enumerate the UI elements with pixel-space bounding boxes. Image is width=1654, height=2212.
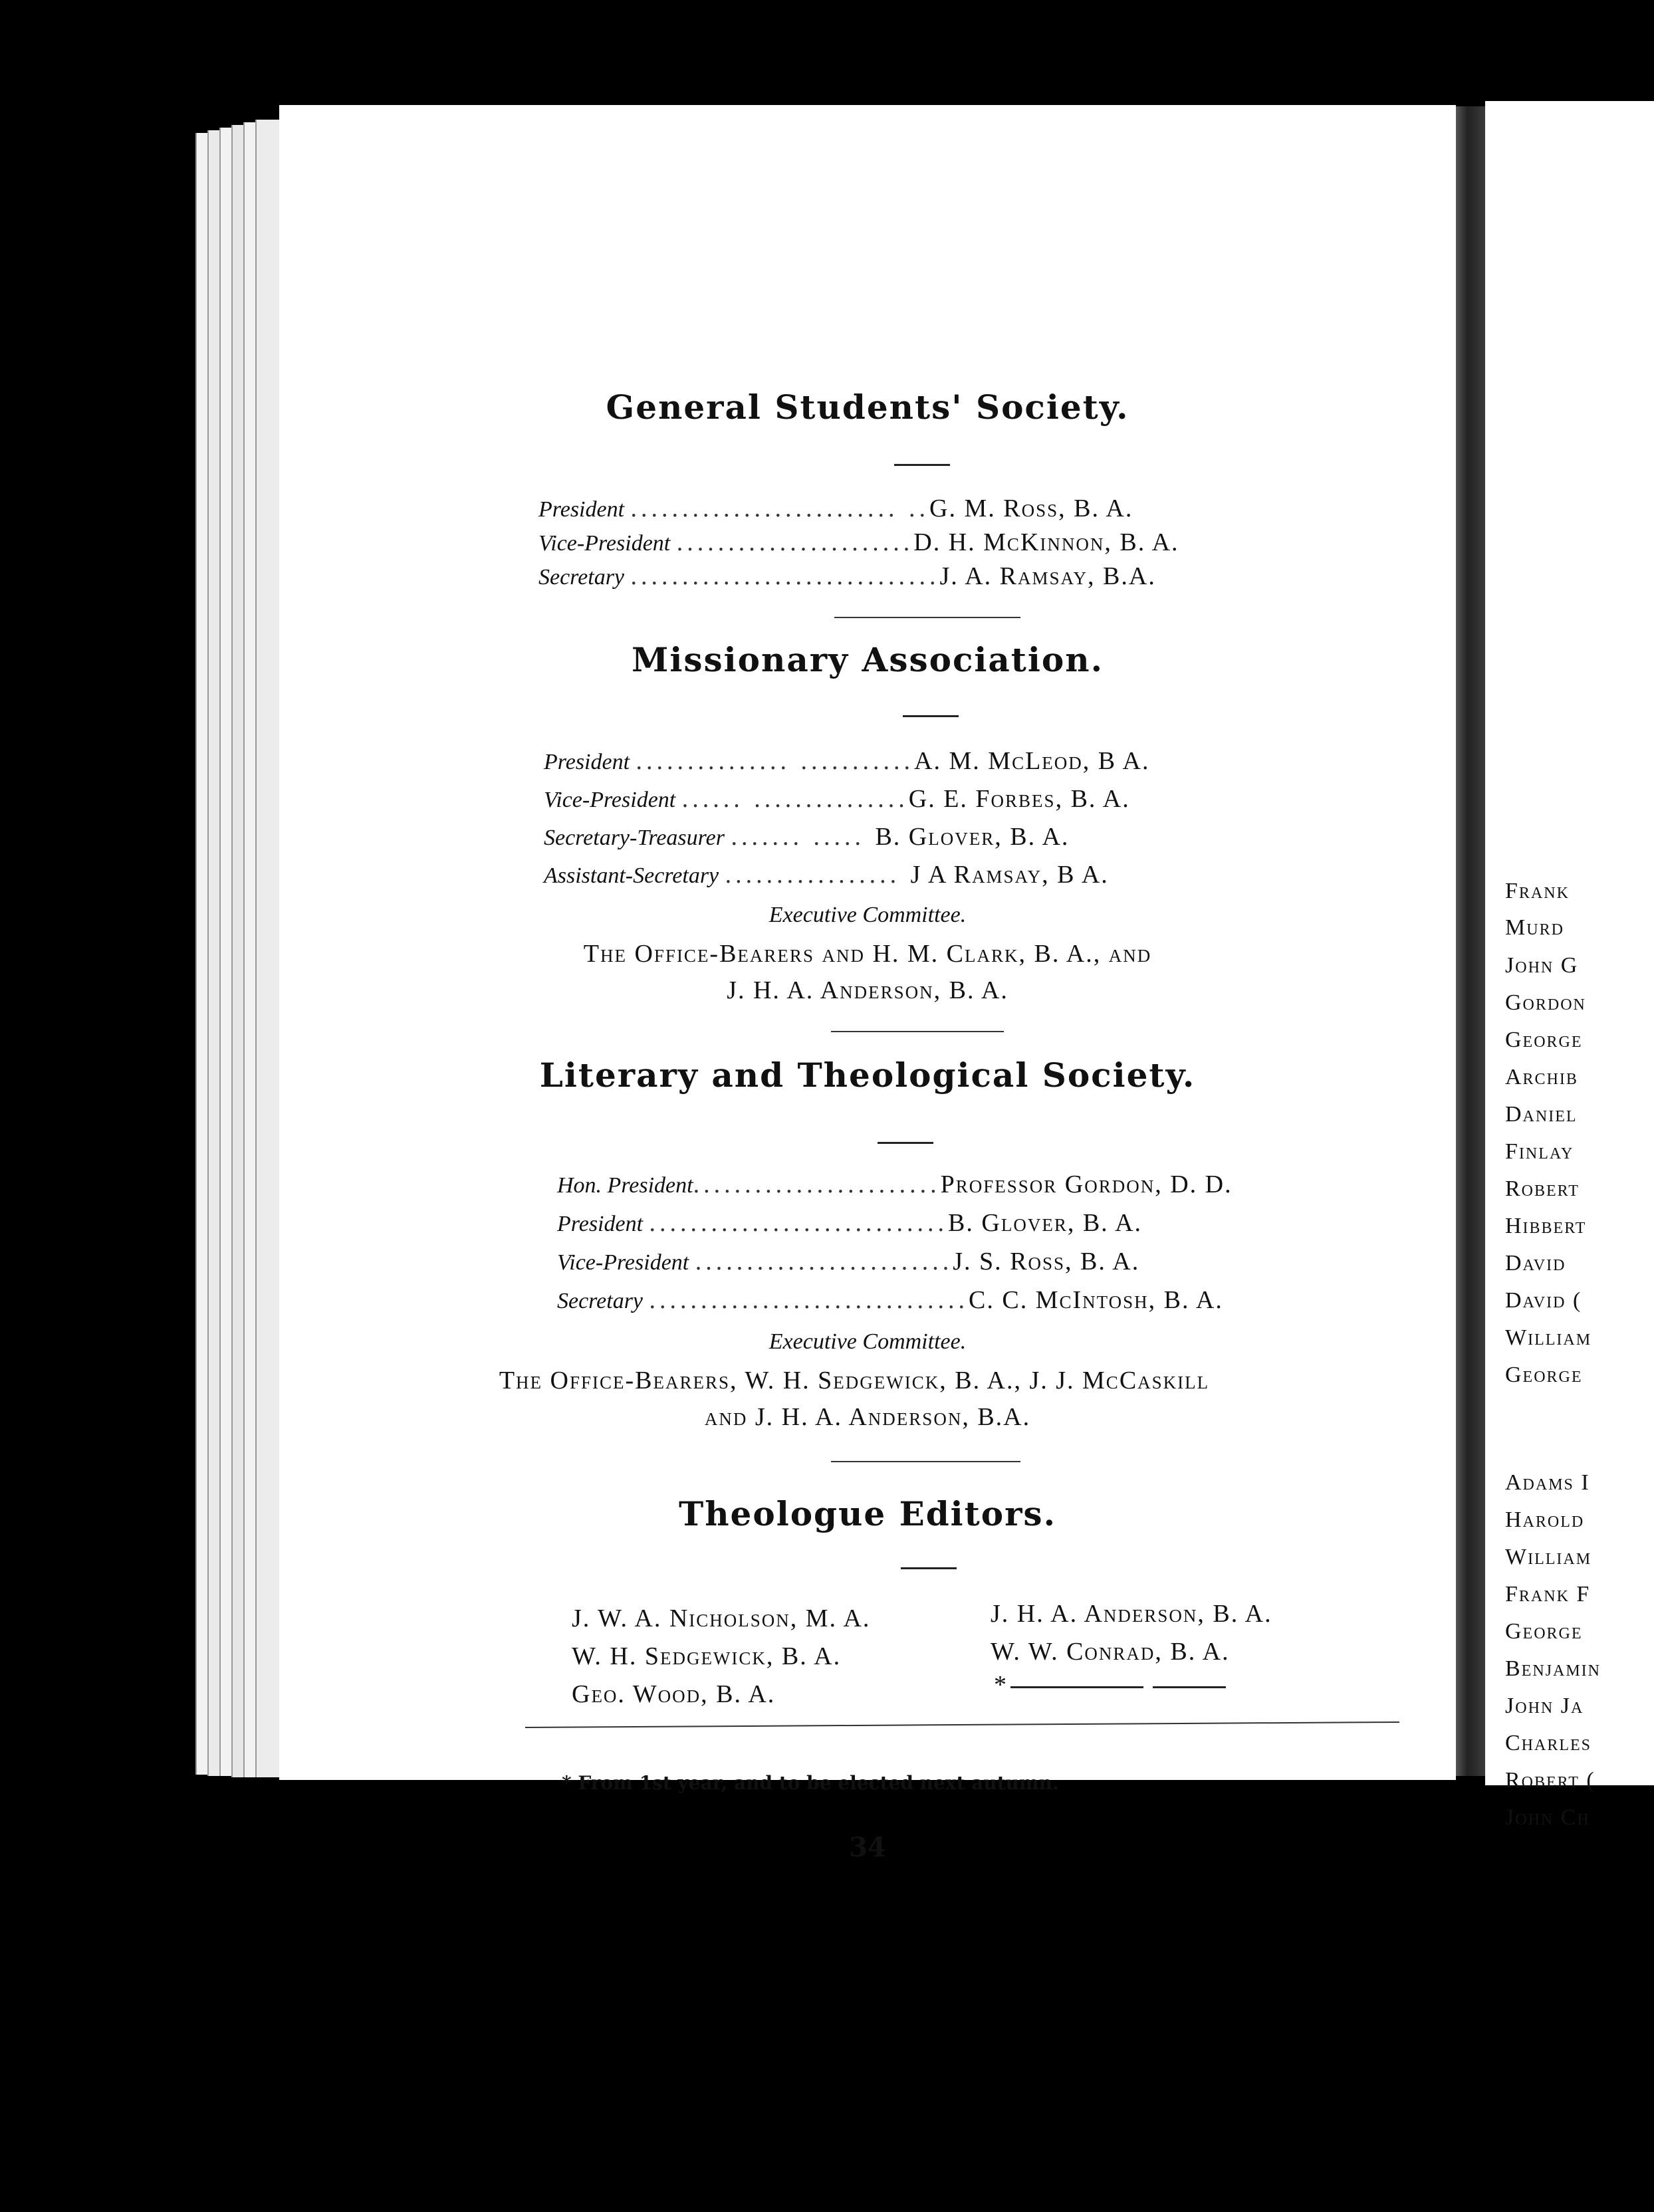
facing-page-line: George (1505, 1028, 1583, 1052)
officer-name: B. Glover, B. A. (875, 823, 1070, 851)
leader-dots: ............................... (649, 1286, 969, 1314)
officer-role: President (557, 1212, 644, 1236)
facing-page-line: Murd (1505, 915, 1564, 940)
leader-dots: .............................. (630, 562, 940, 590)
facing-page-line: John G (1505, 953, 1579, 978)
facing-page-line: Robert ( (1505, 1768, 1595, 1793)
facing-page-line: William (1505, 1325, 1592, 1350)
facing-page-line: Harold (1505, 1507, 1585, 1532)
officer-row (544, 746, 1149, 776)
officer-role: Secretary (557, 1289, 644, 1313)
officer-role: Secretary (538, 565, 625, 590)
officer-row (544, 784, 1130, 814)
facing-page-line: Frank F (1505, 1582, 1591, 1606)
officer-row (538, 494, 1133, 523)
section-divider (831, 1031, 1004, 1032)
section-heading-missionary: Missionary Association. (631, 640, 1104, 679)
facing-page-line: Benjamin (1505, 1656, 1601, 1681)
officer-row (538, 528, 1179, 557)
officer-row (557, 1285, 1223, 1315)
leader-dots: ...... ............... (681, 785, 909, 813)
facing-page-line: George (1505, 1619, 1583, 1644)
facing-page-line: William (1505, 1545, 1592, 1569)
section-heading-editors: Theologue Editors. (678, 1494, 1056, 1533)
officer-role: Vice-President (538, 531, 671, 556)
officer-name: J A Ramsay, B A. (910, 861, 1109, 889)
page-number: 34 (849, 1832, 886, 1863)
officer-name: G. E. Forbes, B. A. (908, 785, 1130, 813)
editor-name: W. H. Sedgewick, B. A. (572, 1642, 842, 1670)
leader-dots: ............................. (649, 1209, 949, 1237)
committee-line: J. H. A. Anderson, B. A. (727, 976, 1008, 1004)
officer-role: Assistant-Secretary (544, 863, 719, 888)
facing-page-line: Charles (1505, 1731, 1592, 1755)
book-gutter (1456, 106, 1485, 1776)
committee-label: Executive Committee. (768, 1329, 967, 1354)
officer-role: Vice-President (544, 788, 676, 812)
committee-line: and J. H. A. Anderson, B.A. (704, 1403, 1031, 1431)
facing-page-line: Hibbert (1505, 1214, 1587, 1238)
facing-page-line: Finlay (1505, 1139, 1574, 1164)
footnote: * From 1st year, and to be elected next autumn. (562, 1772, 1059, 1794)
leader-dots: ........................ (693, 1170, 941, 1198)
officer-row (557, 1170, 1233, 1199)
facing-page-line: David (1505, 1251, 1566, 1275)
officer-row (557, 1208, 1142, 1238)
section-heading-general: General Students' Society. (606, 387, 1129, 427)
blank-line (1153, 1686, 1226, 1688)
facing-page-line: Archib (1505, 1065, 1578, 1089)
leader-dots: ................. (725, 861, 911, 889)
short-divider (901, 1567, 957, 1569)
facing-page-line: Daniel (1505, 1102, 1578, 1127)
officer-name: G. M. Ross, B. A. (929, 495, 1133, 522)
section-heading-literary: Literary and Theological Society. (539, 1055, 1196, 1095)
officer-row (538, 562, 1156, 591)
officer-row (544, 822, 1069, 851)
short-divider (903, 715, 959, 717)
facing-page-line: Robert (1505, 1176, 1580, 1201)
footnote-rule (525, 1721, 1399, 1728)
facing-page-line: Gordon (1505, 990, 1586, 1015)
officer-role: President (538, 497, 625, 522)
facing-page-line: Frank (1505, 879, 1570, 903)
editor-name: W. W. Conrad, B. A. (991, 1638, 1230, 1666)
officer-name: B. Glover, B. A. (948, 1209, 1143, 1237)
short-divider (894, 464, 950, 466)
facing-page-line: John Ch (1505, 1805, 1590, 1830)
officer-name: J. S. Ross, B. A. (953, 1248, 1140, 1275)
officer-row (544, 860, 1109, 889)
editor-blank (994, 1670, 1226, 1700)
leader-dots: ....................... (676, 528, 914, 556)
committee-line: The Office-Bearers and H. M. Clark, B. A., and (583, 940, 1152, 968)
leader-dots: ....... ..... (731, 823, 876, 851)
leader-dots: ............... ........... (636, 747, 915, 775)
officer-row (557, 1247, 1139, 1276)
facing-page-line: David ( (1505, 1288, 1582, 1313)
committee-line: The Office-Bearers, W. H. Sedgewick, B. A., J. J. McCaskill (499, 1367, 1210, 1394)
footnote-star: * (994, 1671, 1006, 1699)
officer-role: Vice-President (557, 1250, 689, 1275)
officer-role: Hon. President (557, 1173, 693, 1198)
facing-page-line: John Ja (1505, 1694, 1584, 1718)
section-divider (831, 1461, 1020, 1462)
leader-dots: .......................... .. (630, 495, 930, 522)
leader-dots: ......................... (695, 1248, 953, 1275)
committee-label: Executive Committee. (768, 903, 967, 927)
editor-name: Geo. Wood, B. A. (572, 1680, 776, 1708)
officer-role: President (544, 750, 630, 774)
officer-name: Professor Gordon, D. D. (940, 1170, 1233, 1198)
editor-name: J. H. A. Anderson, B. A. (991, 1600, 1272, 1628)
blank-line (1010, 1686, 1143, 1688)
short-divider (878, 1142, 933, 1144)
facing-page (1485, 101, 1654, 1830)
editor-name: J. W. A. Nicholson, M. A. (572, 1604, 871, 1632)
facing-page-line: Adams I (1505, 1470, 1590, 1495)
officer-name: J. A. Ramsay, B.A. (939, 562, 1156, 590)
officer-name: A. M. McLeod, B A. (914, 747, 1150, 775)
officer-name: C. C. McIntosh, B. A. (969, 1286, 1223, 1314)
facing-page-line: George (1505, 1363, 1583, 1387)
section-divider (834, 617, 1020, 618)
officer-name: D. H. McKinnon, B. A. (913, 528, 1179, 556)
book-page (279, 105, 1456, 1863)
officer-role: Secretary-Treasurer (544, 826, 725, 850)
